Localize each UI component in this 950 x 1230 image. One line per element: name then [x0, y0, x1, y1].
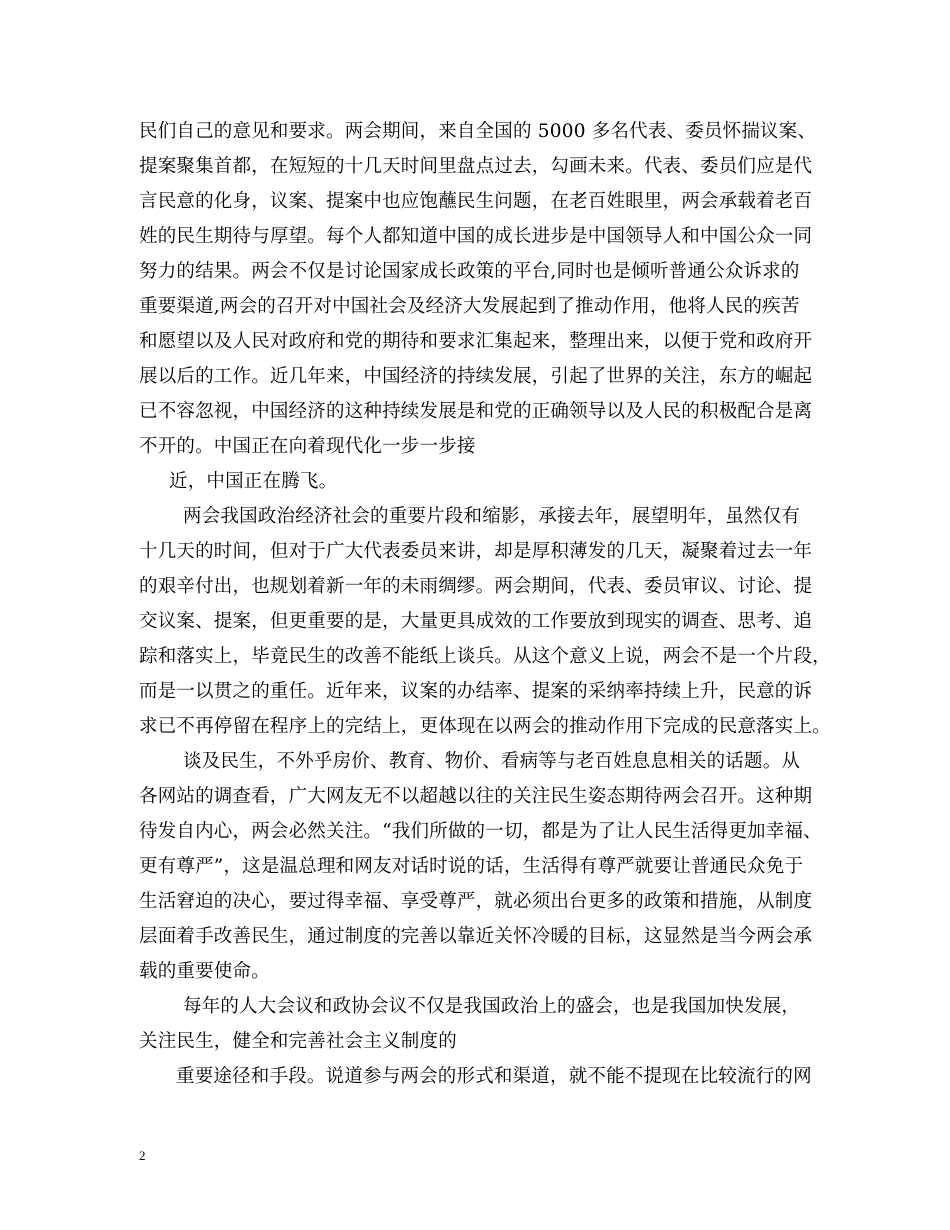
text-line: 的艰辛付出，也规划着新一年的未雨绸缪。两会期间，代表、委员审议、讨论、提: [139, 576, 813, 597]
text-line: 提案聚集首都，在短短的十几天时间里盘点过去，勾画未来。代表、委员们应是代: [139, 156, 813, 177]
paragraph-start-line: 两会我国政治经济社会的重要片段和缩影，承接去年，展望明年，虽然仅有: [183, 506, 801, 527]
page-number: 2: [139, 1148, 146, 1163]
text-line: 努力的结果。两会不仅是讨论国家成长政策的平台,同时也是倾听普通公众诉求的: [139, 261, 800, 282]
text-line: 重要途径和手段。说道参与两会的形式和渠道，就不能不提现在比较流行的网: [176, 1066, 812, 1087]
text-line: 交议案、提案，但更重要的是，大量更具成效的工作要放到现实的调查、思考、追: [139, 611, 813, 632]
text-line: 和愿望以及人民对政府和党的期待和要求汇集起来，整理出来，以便于党和政府开: [139, 331, 813, 352]
text-line: 不开的。中国正在向着现代化一步一步接: [139, 436, 476, 457]
text-line: 已不容忽视，中国经济的这种持续发展是和党的正确领导以及人民的积极配合是离: [139, 401, 813, 422]
text-line: 民们自己的意见和要求。两会期间，来自全国的 5000 多名代表、委员怀揣议案、: [139, 121, 817, 142]
text-line: 而是一以贯之的重任。近年来，议案的办结率、提案的采纳率持续上升，民意的诉: [139, 681, 813, 702]
text-line: 姓的民生期待与厚望。每个人都知道中国的成长进步是中国领导人和中国公众一同: [139, 226, 813, 247]
text-line: 生活窘迫的决心，要过得幸福、享受尊严，就必须出台更多的政策和措施，从制度: [139, 891, 813, 912]
text-line: 重要渠道,两会的召开对中国社会及经济大发展起到了推动作用，他将人民的疾苦: [139, 296, 800, 317]
text-line: 载的重要使命。: [139, 961, 270, 982]
text-line: 求已不再停留在程序上的完结上，更体现在以两会的推动作用下完成的民意落实上。: [139, 716, 831, 737]
text-line: 层面着手改善民生，通过制度的完善以靠近关怀冷暖的目标，这显然是当今两会承: [139, 926, 813, 947]
text-line: 言民意的化身，议案、提案中也应饱蘸民生问题，在老百姓眼里，两会承载着老百: [139, 191, 813, 212]
text-line: 各网站的调查看，广大网友无不以超越以往的关注民生姿态期待两会召开。这种期: [139, 786, 813, 807]
text-line: 更有尊严”，这是温总理和网友对话时说的话，生活得有尊严就要让普通民众免于: [139, 856, 804, 877]
text-line: 待发自内心，两会必然关注。“我们所做的一切，都是为了让人民生活得更加幸福、: [139, 821, 822, 842]
text-line: 十几天的时间，但对于广大代表委员来讲，却是厚积薄发的几天，凝聚着过去一年: [139, 541, 813, 562]
text-line: 踪和落实上，毕竟民生的改善不能纸上谈兵。从这个意义上说，两会不是一个片段，: [139, 646, 831, 667]
paragraph-start-line: 谈及民生，不外乎房价、教育、物价、看病等与老百姓息息相关的话题。从: [183, 751, 801, 772]
paragraph-start-line: 每年的人大会议和政协会议不仅是我国政治上的盛会，也是我国加快发展，: [183, 996, 801, 1017]
text-line: 展以后的工作。近几年来，中国经济的持续发展，引起了世界的关注，东方的崛起: [139, 366, 813, 387]
text-line: 关注民生，健全和完善社会主义制度的: [139, 1031, 457, 1052]
text-line: 近，中国正在腾飞。: [169, 471, 338, 492]
